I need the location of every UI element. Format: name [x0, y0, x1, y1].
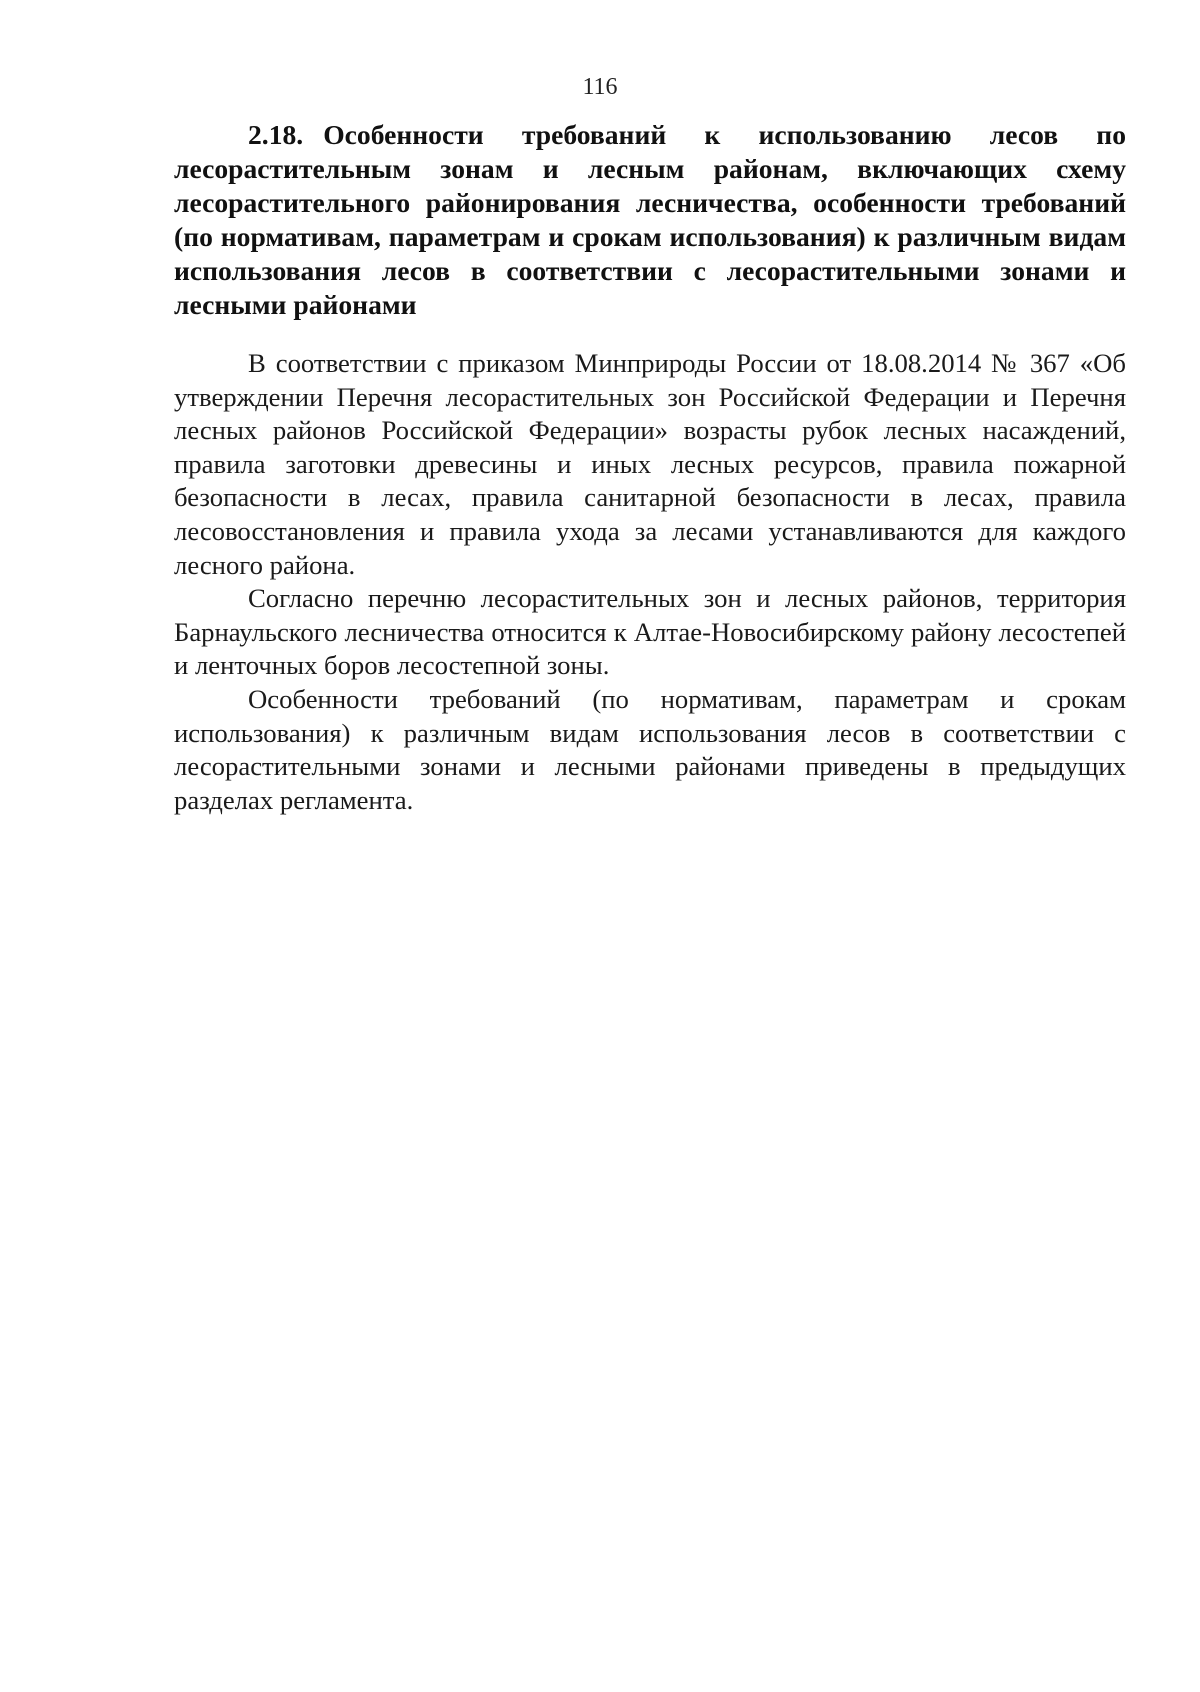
- page-number: 116: [582, 74, 618, 100]
- paragraph-requirements-reference: Особенности требований (по нормативам, параметрам и срокам использования) к различным видам использования лесов в соответствии с лесорастительными зонами и лесными районами приведены в предыдущих разделах регламента.: [174, 683, 1126, 815]
- section-body: [174, 347, 1126, 817]
- section-number: 2.18.: [248, 119, 304, 150]
- paragraph-order-reference: В соответствии с приказом Минприроды России от 18.08.2014 № 367 «Об утверждении Перечня лесорастительных зон Российской Федерации и Перечня лесных районов Российской Федерации» возрасты рубок лесных насаждений, правила заготовки древесины и иных лесных ресурсов, правила пожарной безопасности в лесах, правила санитарной безопасности в лесах, правила лесовосстановления и правила ухода за лесами устанавливаются для каждого лесного района.: [174, 348, 1126, 580]
- paragraph-forest-district: Согласно перечню лесорастительных зон и лесных районов, территория Барнаульского лесничества относится к Алтае-Новосибирскому району лесостепей и ленточных боров лесостепной зоны.: [174, 583, 1126, 681]
- section-heading: [174, 118, 1126, 322]
- section-title-text: Особенности требований к использованию лесов по лесорастительным зонам и лесным районам, включающих схему лесорастительного районирования лесничества, особенности требований (по нормативам, параметрам и срокам использования) к различным видам использования лесов в соответствии с лесорастительными зонами и лесными районами: [174, 119, 1126, 320]
